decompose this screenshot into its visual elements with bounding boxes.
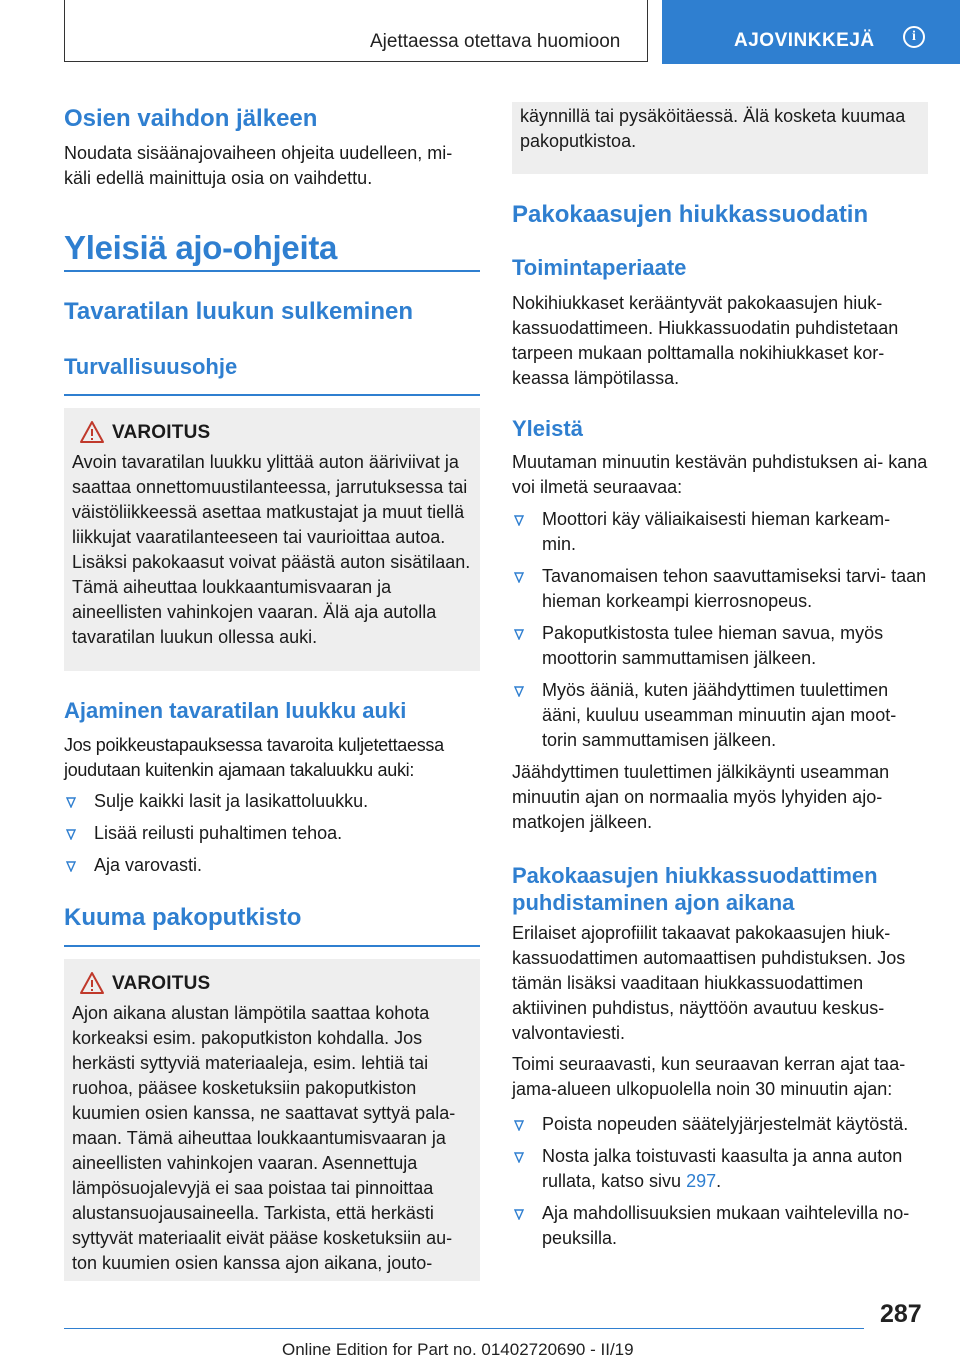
paragraph-osien: Noudata sisäänajovaiheen ohjeita uudelleen, mi‐ käli edellä mainittuja osia on vaihdettu. (64, 143, 453, 188)
list-item: Pakoputkistosta tulee hieman savua, myös moottorin sammuttamisen jälkeen. (512, 621, 928, 671)
heading-kuuma-pakoputkisto: Kuuma pakoputkisto (64, 904, 302, 931)
heading-tavaratilan-luukun-sulkeminen: Tavaratilan luukun sulkeminen (64, 298, 413, 325)
bullet-triangle-icon (514, 1120, 524, 1131)
warning-divider (64, 945, 480, 947)
bullet-triangle-icon (514, 515, 524, 526)
info-icon[interactable]: i (903, 26, 925, 48)
footer-divider (64, 1328, 864, 1329)
list-item: Sulje kaikki lasit ja lasikattoluukku. (64, 789, 480, 814)
warning-text: Ajon aikana alustan lämpötila saattaa kohota korkeaksi esim. pakoputkiston kohdalla. Jos herkästi syttyviä materiaaleja, esim. lehtiä tai ruohoa, pääsee kosketuksiin pakoputkiston kuumien osien kanssa, ne saattavat syttyä pala‐ maan. Tämä aiheuttaa loukkaantumisvaaran ja aineellisten vahinkojen vaaran. Asennettuja lämpösuojalevyjä ei saa poistaa tai pinnoittaa alustansuojausaineella. Tarkista, että herkästi syttyvät materiaalit eivät pääse kosketuksiin au‐ ton kuumien osien kanssa ajon aikana, jouto‐ (72, 1003, 456, 1273)
title-divider (64, 270, 480, 272)
tab-label: AJOVINKKEJÄ (734, 30, 875, 51)
warning-label: VAROITUS (112, 973, 211, 994)
paragraph-puhdistus-1: Erilaiset ajoprofiilit takaavat pakokaasujen hiuk‐ kassuodattimen automaattisen puhdistuksen. Jos tämän lisäksi vaaditaan hiukkassuodattimen aktiivinen puhdistus, näyttöön avautuu keskus‐ valvontaviesti. (512, 923, 906, 1043)
bullet-triangle-icon (514, 572, 524, 583)
warning-divider (64, 394, 480, 396)
bullet-list-ajaminen (64, 789, 480, 878)
list-item: Tavanomaisen tehon saavuttamiseksi tarvi‐ taan hieman korkeampi kierrosnopeus. (512, 564, 928, 614)
bullet-triangle-icon (514, 1152, 524, 1163)
page-title: Yleisiä ajo-ohjeita (64, 229, 338, 266)
warning-label: VAROITUS (112, 422, 211, 443)
heading-pakokaasujen-hiukkassuodatin: Pakokaasujen hiukkassuodatin (512, 201, 869, 228)
bullet-triangle-icon (66, 829, 76, 840)
paragraph-yleista-after: Jäähdyttimen tuulettimen jälkikäynti useamman minuutin ajan on normaalia myös lyhyiden ajo‐ matkojen jälkeen. (512, 762, 890, 832)
list-item: Nosta jalka toistuvasti kaasulta ja anna auton rullata, katso sivu 297. (512, 1144, 932, 1194)
bullet-list-puhdistus (512, 1112, 932, 1251)
heading-turvallisuusohje: Turvallisuusohje (64, 354, 238, 379)
paragraph-toimintaperiaate: Nokihiukkaset kerääntyvät pakokaasujen hiuk‐ kassuodattimeen. Hiukkassuodatin puhdistetaan tarpeen mukaan polttamalla nokihiukkaset kor‐ keassa lämpötilassa. (512, 293, 899, 388)
paragraph-puhdistus-2: Toimi seuraavasti, kun seuraavan kerran ajat taa‐ jama-alueen ulkopuolella noin 30 minuutin ajan: (512, 1054, 906, 1099)
warning-text: Avoin tavaratilan luukku ylittää auton ääriviivat ja saattaa onnettomuustilanteessa, jarrutuksessa tai väistöliikkeessä asettaa matkustajat ja muut tiellä liikkujat vaaratilanteeseen tai vaurioittaa autoa. Lisäksi pakokaasut voivat päästä auton sisätilaan. Tämä aiheuttaa loukkaantumisvaaran ja aineellisten vahinkojen vaaran. Älä aja autolla tavaratilan luukun ollessa auki. (72, 452, 471, 647)
bullet-triangle-icon (66, 797, 76, 808)
paragraph-ajaminen: Jos poikkeustapauksessa tavaroita kuljetettaessa joudutaan kuitenkin ajamaan takaluukku auki: (64, 735, 444, 780)
heading-yleista: Yleistä (512, 416, 583, 441)
list-item: Poista nopeuden säätelyjärjestelmät käytöstä. (512, 1112, 932, 1137)
list-item: Aja varovasti. (64, 853, 480, 878)
warning-box-tavaratila (64, 408, 480, 671)
bullet-triangle-icon (514, 686, 524, 697)
heading-osien-vaihdon-jalkeen: Osien vaihdon jälkeen (64, 105, 318, 132)
bullet-triangle-icon (66, 861, 76, 872)
edition-text: Online Edition for Part no. 01402720690 - II/19 (282, 1340, 634, 1359)
paragraph-yleista: Muutaman minuutin kestävän puhdistuksen ai‐ kana voi ilmetä seuraavaa: (512, 452, 928, 497)
heading-toimintaperiaate: Toimintaperiaate (512, 255, 687, 280)
warning-icon (79, 971, 105, 995)
page-number: 287 (880, 1300, 922, 1328)
bullet-triangle-icon (514, 629, 524, 640)
warning-text: käynnillä tai pysäköitäessä. Älä kosketa kuumaa pakoputkistoa. (520, 106, 906, 151)
page-link-297[interactable]: 297 (686, 1171, 717, 1191)
list-item: Aja mahdollisuuksien mukaan vaihtelevilla no‐ peuksilla. (512, 1201, 932, 1251)
warning-icon (79, 420, 105, 444)
section-title: Ajettaessa otettava huomioon (370, 31, 621, 52)
bullet-triangle-icon (514, 1209, 524, 1220)
warning-box-pakoputkisto (64, 959, 480, 1281)
tab-ajovinkkeja[interactable] (662, 0, 960, 64)
heading-hiukkassuodattimen-puhdistaminen: Pakokaasujen hiukkassuodattimen puhdistaminen ajon aikana (512, 863, 878, 915)
list-item: Moottori käy väliaikaisesti hieman karkeam‐ min. (512, 507, 928, 557)
list-item: Lisää reilusti puhaltimen tehoa. (64, 821, 480, 846)
warning-box-continued (512, 102, 928, 174)
heading-ajaminen-tavaratilan-luukku-auki: Ajaminen tavaratilan luukku auki (64, 698, 407, 723)
list-item: Myös ääniä, kuten jäähdyttimen tuulettimen ääni, kuuluu useamman minuutin ajan moot‐ torin sammuttamisen jälkeen. (512, 678, 928, 753)
bullet-list-yleista (512, 507, 928, 753)
